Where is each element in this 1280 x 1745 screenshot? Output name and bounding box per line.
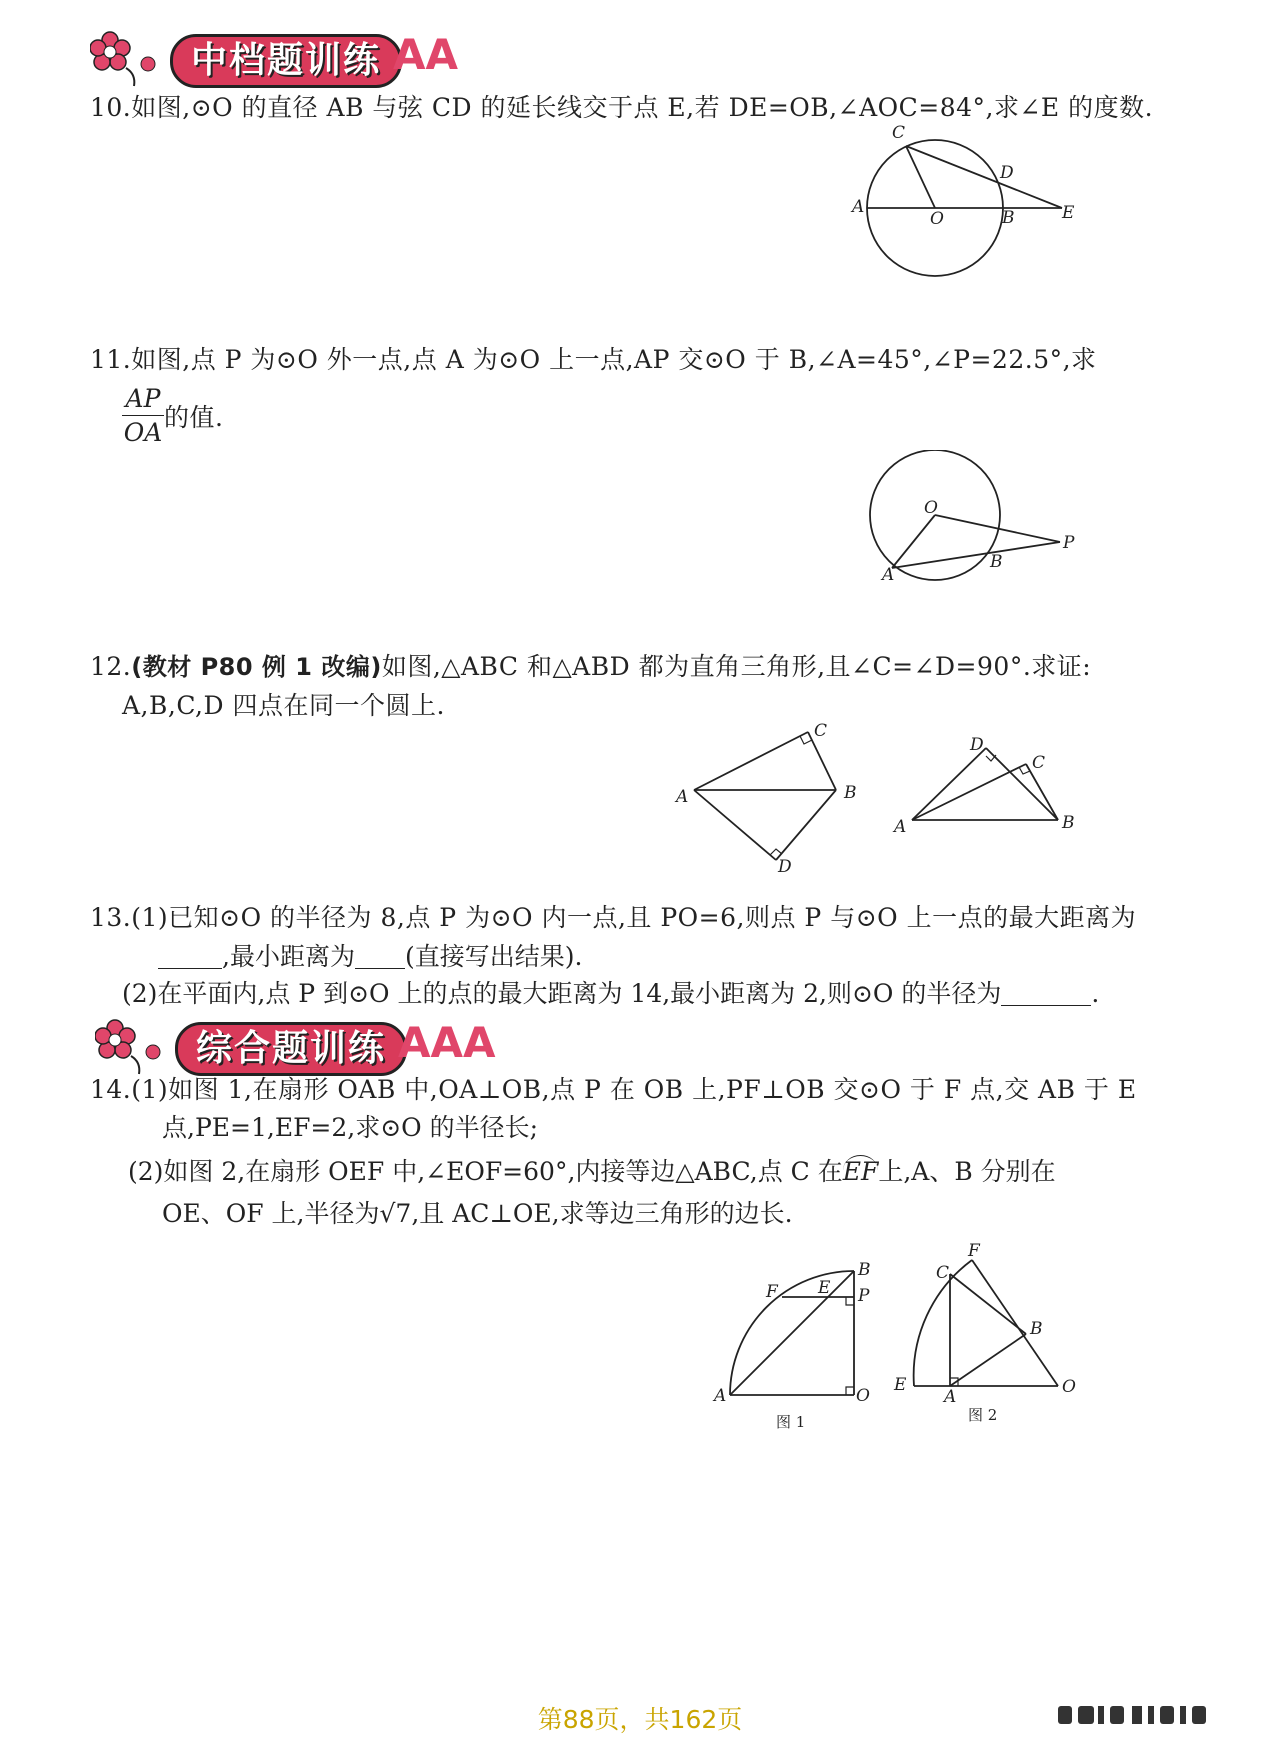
answer-blank[interactable] (355, 942, 405, 969)
point-label: P (858, 1286, 870, 1306)
figure-q14-1 (706, 1255, 886, 1435)
point-label: C (814, 721, 828, 741)
point-label: D (970, 735, 984, 755)
point-label: F (766, 1282, 778, 1302)
figure-q12-left (670, 718, 870, 878)
point-label: A (714, 1386, 727, 1406)
figure-caption: 图 2 (968, 1406, 998, 1424)
question-12: 12.(教材 P80 例 1 改编)如图,△ABC 和△ABD 都为直角三角形,且∠C=∠D=90°.求证: (90, 652, 1092, 681)
point-label: A (852, 197, 865, 217)
point-label: O (856, 1386, 870, 1406)
source-note: (教材 P80 例 1 改编) (131, 653, 382, 681)
point-label: O (1062, 1377, 1076, 1397)
question-14-part1: 14.(1)如图 1,在扇形 OAB 中,OA⊥OB,点 P 在 OB 上,PF⊥OB 交⊙O 于 F 点,交 AB 于 E (90, 1075, 1137, 1104)
point-label: A (944, 1387, 957, 1407)
flower-icon (90, 28, 170, 88)
section-title: 综合题训练 (175, 1022, 407, 1076)
section-banner-mid (90, 28, 470, 88)
difficulty-grade: AA (393, 30, 459, 79)
point-label: B (858, 1260, 871, 1280)
point-label: C (936, 1263, 950, 1283)
section-title: 中档题训练 (170, 34, 402, 88)
arc-ef: EF (842, 1157, 879, 1186)
fraction-ap-oa: AP OA (123, 384, 163, 447)
question-11-line2: 的值. (164, 403, 224, 432)
point-label: B (844, 783, 857, 803)
flower-icon (95, 1016, 175, 1076)
question-14-part2: (2)如图 2,在扇形 OEF 中,∠EOF=60°,内接等边△ABC,点 C 在EF上,A、B 分别在 (128, 1157, 1056, 1186)
answer-blank[interactable] (1001, 979, 1091, 1006)
point-label: A (882, 565, 895, 585)
question-14-part2-line2: OE、OF 上,半径为√7,且 AC⊥OE,求等边三角形的边长. (162, 1199, 793, 1228)
point-label: D (1000, 163, 1014, 183)
point-label: A (676, 787, 689, 807)
point-label: E (1062, 203, 1075, 223)
point-label: C (892, 123, 906, 143)
question-12-line2: A,B,C,D 四点在同一个圆上. (122, 691, 445, 720)
point-label: P (1063, 533, 1075, 553)
barcode-decoration (1058, 1700, 1248, 1730)
point-label: O (930, 209, 944, 229)
point-label: B (990, 552, 1003, 572)
answer-blank[interactable] (158, 942, 222, 969)
point-label: A (894, 817, 907, 837)
question-13-blanks: ,最小距离为 (直接写出结果). (158, 935, 582, 979)
point-label: E (894, 1375, 907, 1395)
point-label: B (1002, 208, 1015, 228)
question-13-part1: 13.(1)已知⊙O 的半径为 8,点 P 为⊙O 内一点,且 PO=6,则点 P 与⊙O 上一点的最大距离为 (90, 903, 1137, 932)
figure-q11 (860, 450, 1100, 590)
point-label: B (1062, 813, 1075, 833)
figure-q14-2 (886, 1238, 1086, 1438)
figure-q12-right (890, 730, 1090, 840)
point-label: B (1030, 1319, 1043, 1339)
point-label: D (778, 857, 792, 877)
question-10: 10.如图,⊙O 的直径 AB 与弦 CD 的延长线交于点 E,若 DE=OB,∠AOC=84°,求∠E 的度数. (90, 93, 1154, 122)
difficulty-grade: AAA (398, 1018, 496, 1067)
question-14-part1-line2: 点,PE=1,EF=2,求⊙O 的半径长; (162, 1113, 539, 1142)
page-counter: 第88页，共162页 (537, 1705, 743, 1734)
point-label: E (818, 1278, 831, 1298)
point-label: O (924, 498, 938, 518)
point-label: C (1032, 753, 1046, 773)
figure-caption: 图 1 (776, 1413, 806, 1431)
point-label: F (968, 1241, 980, 1261)
question-11: 11.如图,点 P 为⊙O 外一点,点 A 为⊙O 上一点,AP 交⊙O 于 B,∠A=45°,∠P=22.5°,求 (90, 345, 1097, 374)
section-banner-comprehensive (95, 1016, 515, 1076)
figure-q10 (840, 120, 1100, 290)
question-13-part2: (2)在平面内,点 P 到⊙O 上的点的最大距离为 14,最小距离为 2,则⊙O 的半径为 . (122, 979, 1100, 1008)
